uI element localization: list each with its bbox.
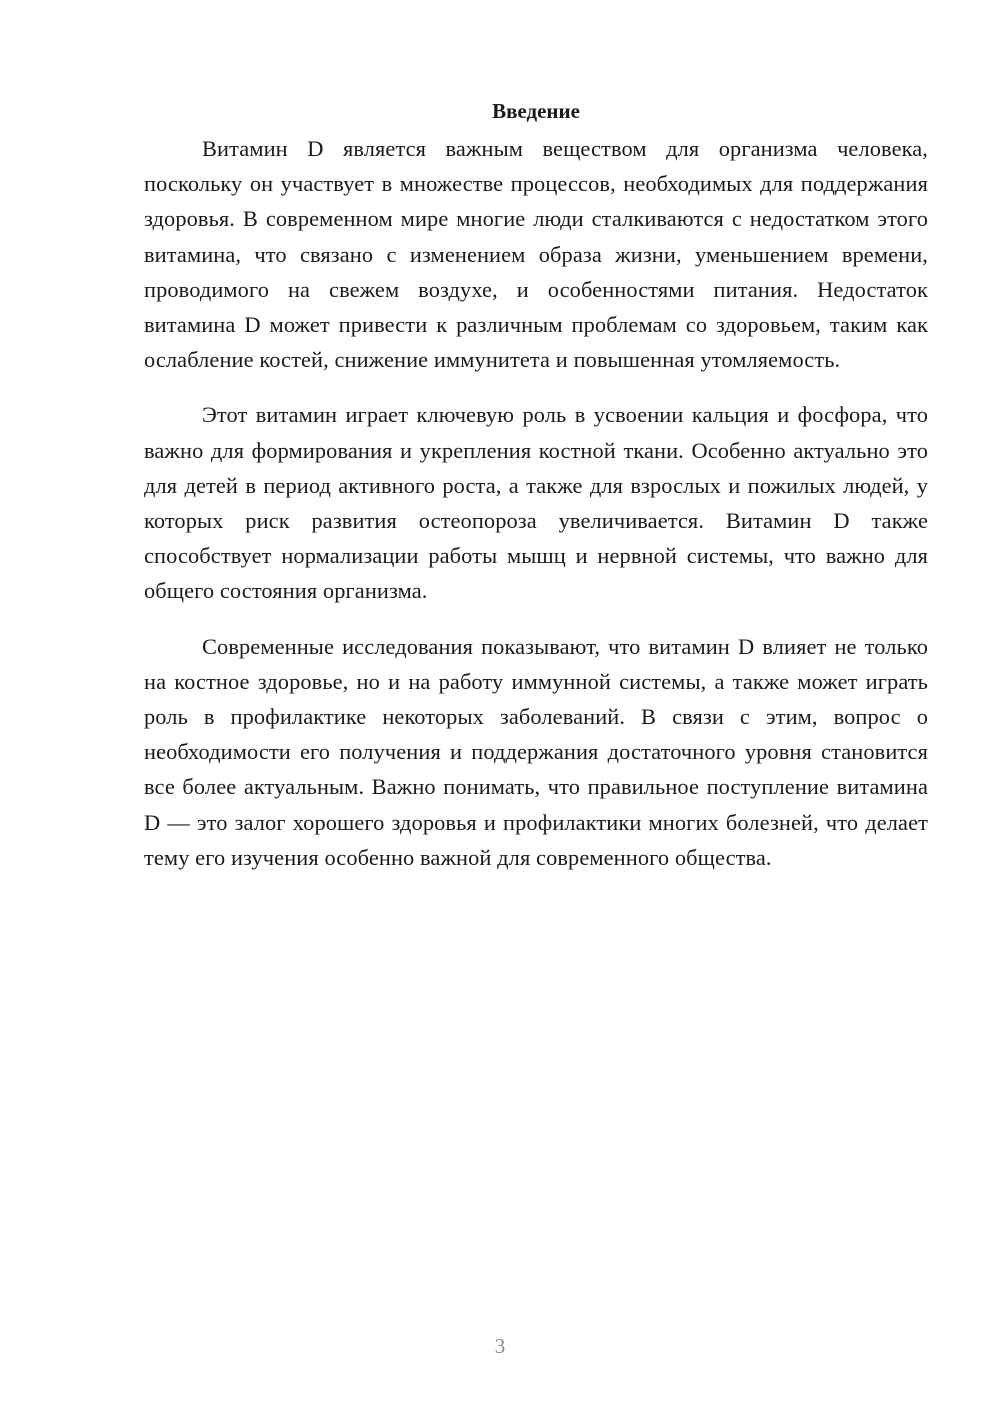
- paragraph-1: Витамин D является важным веществом для организма человека, поскольку он участвует в множестве процессов, необходимых для поддержания здоровья. В современном мире многие люди сталкиваются с недостатком этого витамина, что связано с изменением образа жизни, уменьшением времени, проводимого на свежем воздухе, и особенностями питания. Недостаток витамина D может привести к различным проблемам со здоровьем, таким как ослабление костей, снижение иммунитета и повышенная утомляемость.: [144, 136, 928, 373]
- paragraph-2: Этот витамин играет ключевую роль в усвоении кальция и фосфора, что важно для формирования и укрепления костной ткани. Особенно актуально это для детей в период активного роста, а также для взрослых и пожилых людей, у которых риск развития остеопороза увеличивается. Витамин D также способствует нормализации работы мышц и нервной системы, что важно для общего состояния организма.: [144, 402, 928, 604]
- paragraph-3: Современные исследования показывают, что витамин D влияет не только на костное здоровье, но и на работу иммунной системы, а также может играть роль в профилактике некоторых заболеваний. В связи с этим, вопрос о необходимости его получения и поддержания достаточного уровня становится все более актуальным. Важно понимать, что правильное поступление витамина D — это залог хорошего здоровья и профилактики многих болезней, что делает тему его изучения особенно важной для современного общества.: [144, 633, 928, 870]
- section-title: Введение: [492, 99, 580, 123]
- page-content: [144, 96, 928, 895]
- page-number: 3: [494, 1334, 506, 1358]
